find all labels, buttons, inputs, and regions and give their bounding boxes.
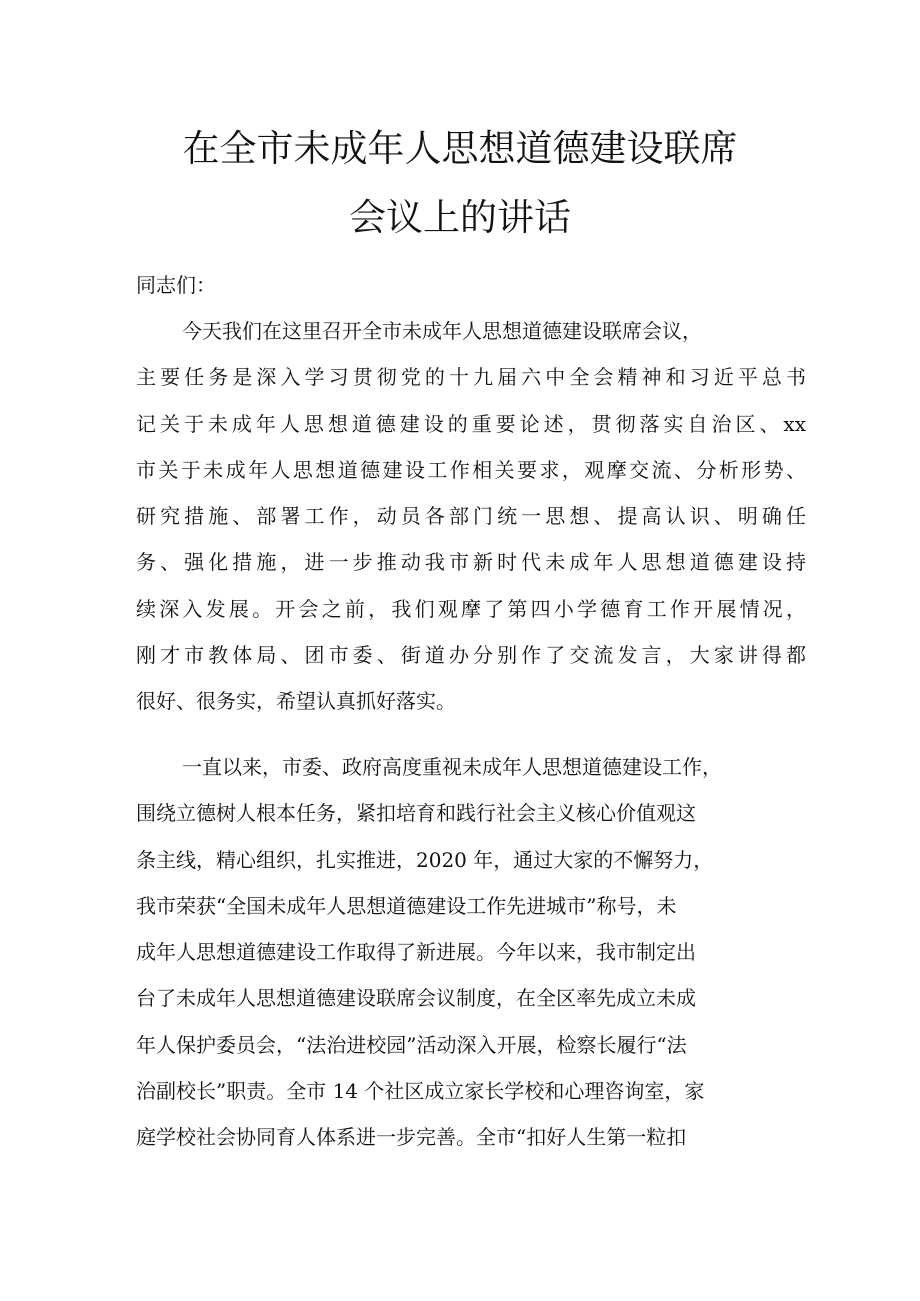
salutation: 同志们： [136, 273, 216, 297]
paragraph-1 [136, 308, 806, 725]
paragraph-1-line: 很好、很务实，希望认真抓好落实。 [136, 689, 456, 714]
paragraph-2-line: 一直以来，市委、政府高度重视未成年人思想道德建设工作， [182, 755, 722, 779]
paragraph-2-line: 我市荣获“全国未成年人思想道德建设工作先进城市”称号，未 [136, 893, 677, 918]
paragraph-2-line: 台了未成年人思想道德建设联席会议制度，在全区率先成立未成 [136, 986, 696, 1011]
paragraph-2 [136, 744, 806, 1161]
paragraph-1-line: 务、强化措施，进一步推动我市新时代未成年人思想道德建设持 [136, 550, 806, 575]
paragraph-2-line: 庭学校社会协同育人体系进一步完善。全市“扣好人生第一粒扣 [136, 1125, 687, 1150]
paragraph-2-line: 成年人思想道德建设工作取得了新进展。今年以来，我市制定出 [136, 940, 696, 965]
paragraph-1-line: 市关于未成年人思想道德建设工作相关要求，观摩交流、分析形势、 [136, 457, 806, 482]
paragraph-2-line: 条主线，精心组织，扎实推进，2020 年，通过大家的不懈努力， [136, 847, 714, 872]
paragraph-1-line: 研究措施、部署工作，动员各部门统一思想、提高认识、明确任 [136, 504, 806, 529]
document-title-line-2: 会议上的讲话 [349, 196, 571, 239]
paragraph-1-line: 记关于未成年人思想道德建设的重要论述，贯彻落实自治区、xx [136, 411, 806, 436]
paragraph-1-line: 续深入发展。开会之前，我们观摩了第四小学德育工作开展情况， [136, 596, 806, 621]
paragraph-1-line: 今天我们在这里召开全市未成年人思想道德建设联席会议， [182, 319, 702, 343]
paragraph-1-line: 刚才市教体局、团市委、街道办分别作了交流发言，大家讲得都 [136, 643, 806, 668]
paragraph-1-line: 主要任务是深入学习贯彻党的十九届六中全会精神和习近平总书 [136, 365, 806, 390]
paragraph-2-line: 年人保护委员会，“法治进校园”活动深入开展，检察长履行“法 [136, 1032, 687, 1057]
paragraph-2-line: 治副校长”职责。全市 14 个社区成立家长学校和心理咨询室，家 [136, 1079, 705, 1104]
paragraph-2-line: 围绕立德树人根本任务，紧扣培育和践行社会主义核心价值观这 [136, 801, 696, 826]
document-title-line-1: 在全市未成年人思想道德建设联席 [182, 127, 738, 170]
